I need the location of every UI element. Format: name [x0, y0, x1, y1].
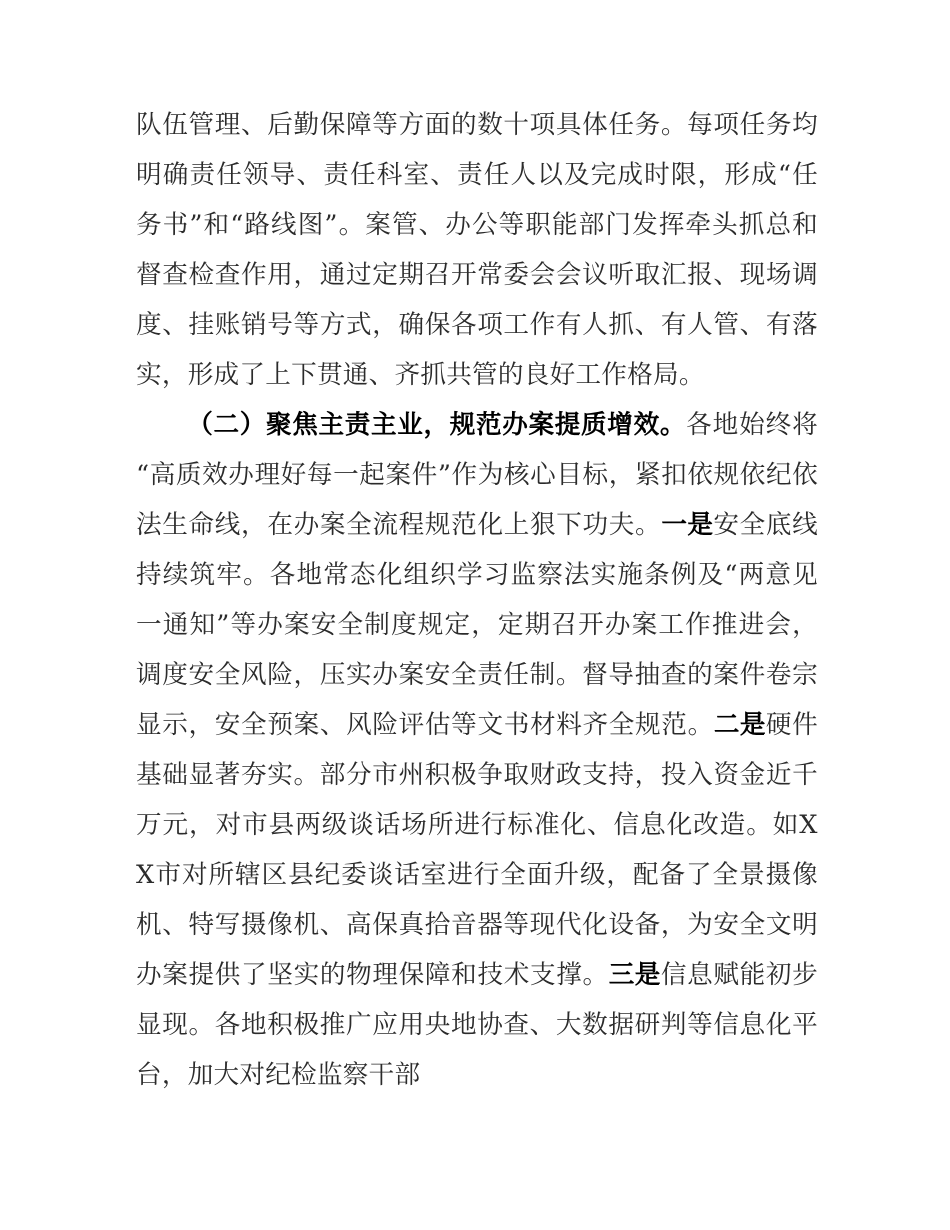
enumeration-marker-two: 二是: [713, 710, 766, 740]
placeholder-city-name: XX: [136, 810, 818, 890]
body-paragraph-continuation: [136, 100, 818, 400]
paragraph-2-run-2: 安全底线持续筑牢。各地常态化组织学习监察法实施条例及“两意见一通知”等办案安全制度规定，定期召开办案工作推进会，调度安全风险，压实办案安全责任制。督导抽查的案件卷宗显示，安全预案、风险评估等文书材料齐全规范。: [136, 510, 818, 740]
section-heading-two: （二）聚焦主责主业，规范办案提质增效。: [187, 410, 687, 440]
body-paragraph-section-two: [136, 400, 818, 1100]
enumeration-marker-three: 三是: [608, 960, 661, 990]
paragraph-2-run-5: 信息赋能初步显现。各地积极推广应用央地协查、大数据研判等信息化平台，加大对纪检监察干部: [136, 960, 818, 1090]
paragraph-2-run-1: 各地始终将“高质效办理好每一起案件”作为核心目标，紧扣依规依纪依法生命线，在办案全流程规范化上狠下功夫。: [136, 410, 818, 540]
paragraph-2-run-4: 市对所辖区县纪委谈话室进行全面升级，配备了全景摄像机、特写摄像机、高保真拾音器等现代化设备，为安全文明办案提供了坚实的物理保障和技术支撑。: [136, 860, 818, 990]
enumeration-marker-one: 一是: [661, 510, 714, 540]
paragraph-1-text: 队伍管理、后勤保障等方面的数十项具体任务。每项任务均明确责任领导、责任科室、责任人以及完成时限，形成“任务书”和“路线图”。案管、办公等职能部门发挥牵头抓总和督查检查作用，通过定期召开常委会会议听取汇报、现场调度、挂账销号等方式，确保各项工作有人抓、有人管、有落实，形成了上下贯通、齐抓共管的良好工作格局。: [136, 110, 818, 390]
document-text-column: [136, 100, 818, 1100]
paragraph-2-run-3: 硬件基础显著夯实。部分市州积极争取财政支持，投入资金近千万元，对市县两级谈话场所进行标准化、信息化改造。如: [136, 710, 818, 840]
